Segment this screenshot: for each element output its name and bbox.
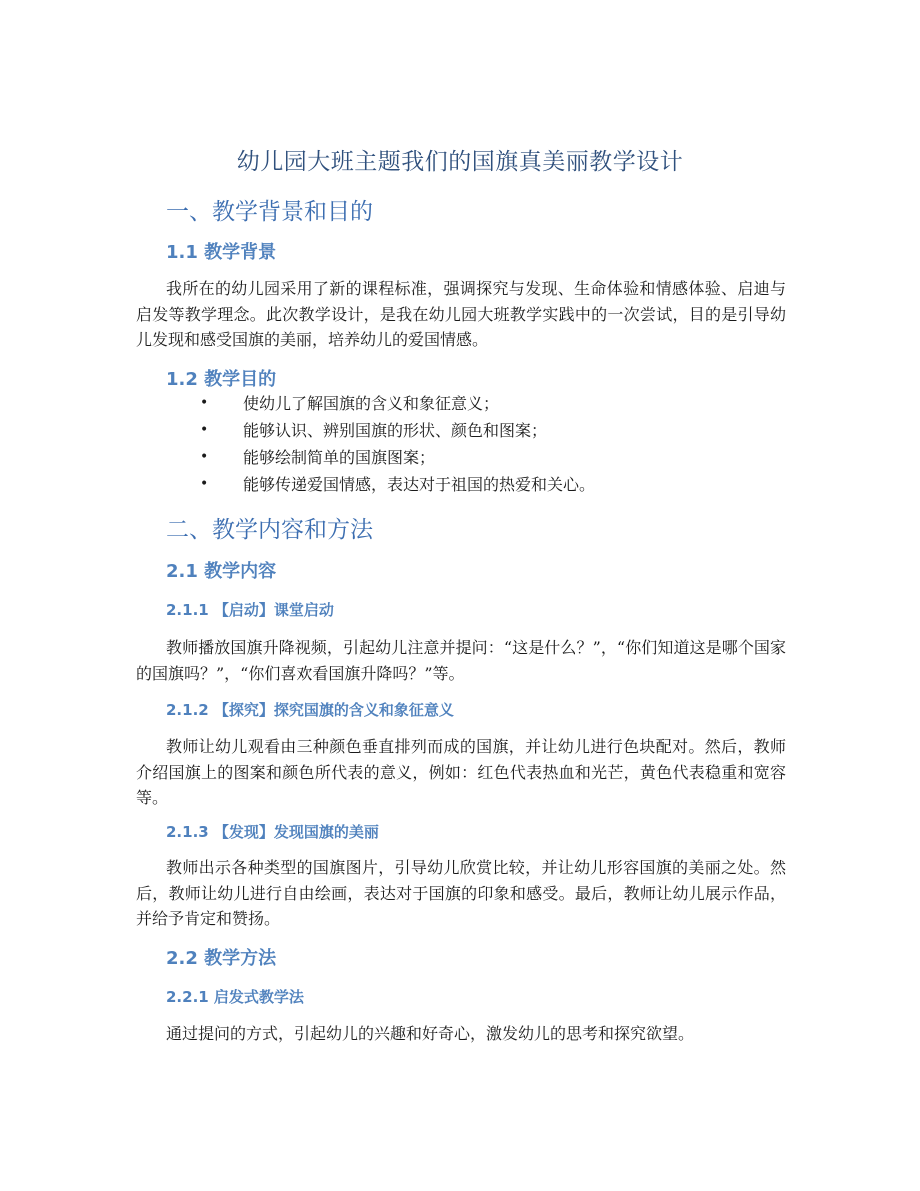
bullet-icon: • bbox=[200, 449, 209, 465]
list-item bbox=[200, 390, 595, 417]
section-2-1-1-paragraph: 教师播放国旗升降视频，引起幼儿注意并提问：“这是什么？”，“你们知道这是哪个国家的国旗吗？”，“你们喜欢看国旗升降吗？”等。 bbox=[136, 638, 786, 683]
list-item-text: 能够传递爱国情感，表达对于祖国的热爱和关心。 bbox=[243, 475, 596, 494]
section-2-2-1-heading: 2.2.1 启发式教学法 bbox=[166, 988, 304, 1006]
section-2-2-heading: 2.2 教学方法 bbox=[166, 948, 277, 969]
list-item-text: 能够认识、辨别国旗的形状、颜色和图案； bbox=[243, 421, 548, 440]
bullet-icon: • bbox=[200, 422, 209, 438]
section-2-1-2-paragraph: 教师让幼儿观看由三种颜色垂直排列而成的国旗，并让幼儿进行色块配对。然后，教师介绍国旗上的图案和颜色所代表的意义，例如：红色代表热血和光芒，黄色代表稳重和宽容等。 bbox=[136, 737, 786, 807]
section-1-heading: 一、教学背景和目的 bbox=[166, 199, 373, 225]
bullet-icon: • bbox=[200, 476, 209, 492]
list-item bbox=[200, 471, 595, 498]
section-1-1-heading: 1.1 教学背景 bbox=[166, 242, 277, 263]
section-2-2-1-paragraph: 通过提问的方式，引起幼儿的兴趣和好奇心，激发幼儿的思考和探究欲望。 bbox=[166, 1024, 695, 1043]
list-item bbox=[200, 444, 595, 471]
bullet-icon: • bbox=[200, 395, 209, 411]
list-item-text: 使幼儿了解国旗的含义和象征意义； bbox=[243, 394, 500, 413]
document-title: 幼儿园大班主题我们的国旗真美丽教学设计 bbox=[236, 149, 684, 175]
section-2-1-3-paragraph: 教师出示各种类型的国旗图片，引导幼儿欣赏比较，并让幼儿形容国旗的美丽之处。然后，教师让幼儿进行自由绘画，表达对于国旗的印象和感受。最后，教师让幼儿展示作品，并给予肯定和赞扬。 bbox=[136, 858, 786, 928]
goals-list bbox=[200, 390, 595, 498]
section-2-1-1-heading: 2.1.1 【启动】课堂启动 bbox=[166, 601, 334, 619]
section-2-1-2-heading: 2.1.2 【探究】探究国旗的含义和象征意义 bbox=[166, 701, 454, 719]
section-1-1-paragraph: 我所在的幼儿园采用了新的课程标准，强调探究与发现、生命体验和情感体验、启迪与启发等教学理念。此次教学设计，是我在幼儿园大班教学实践中的一次尝试，目的是引导幼儿发现和感受国旗的美丽，培养幼儿的爱国情感。 bbox=[136, 279, 786, 349]
section-2-heading: 二、教学内容和方法 bbox=[166, 517, 373, 543]
list-item-text: 能够绘制简单的国旗图案； bbox=[243, 448, 436, 467]
list-item bbox=[200, 417, 595, 444]
section-2-1-3-heading: 2.1.3 【发现】发现国旗的美丽 bbox=[166, 823, 379, 841]
section-2-1-heading: 2.1 教学内容 bbox=[166, 561, 277, 582]
section-1-2-heading: 1.2 教学目的 bbox=[166, 369, 277, 390]
